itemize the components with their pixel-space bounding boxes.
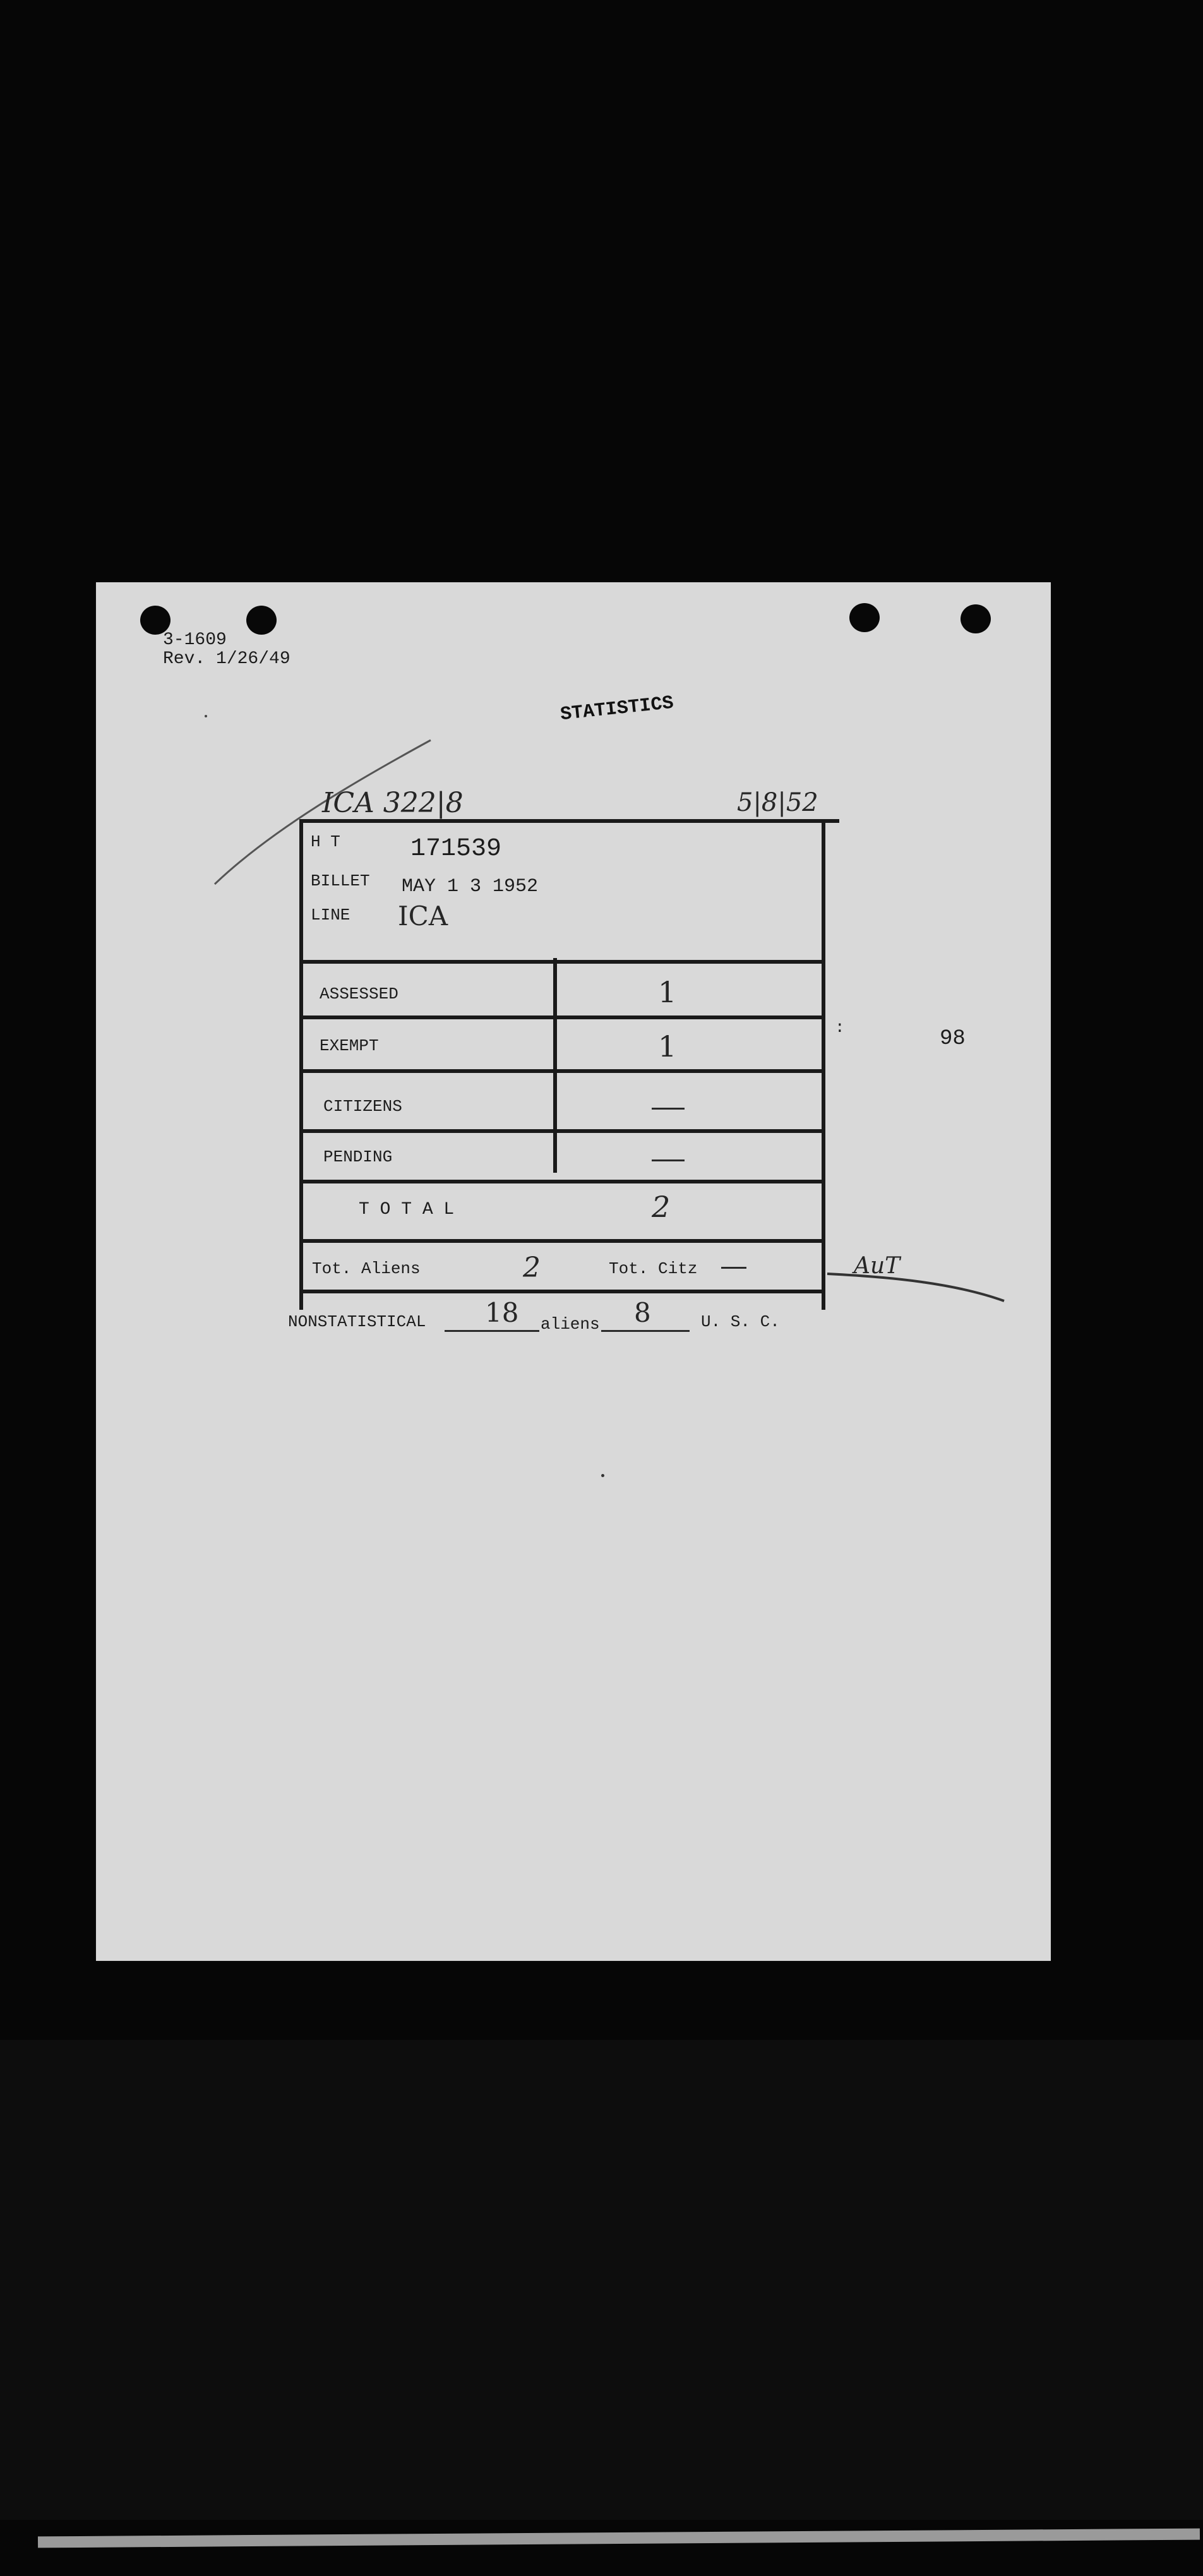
margin-number: 98 (940, 1027, 966, 1051)
total-value: 2 (652, 1190, 671, 1224)
total-citizens-label: Tot. Citz (609, 1259, 698, 1278)
statistics-stamp: STATISTICS (559, 692, 675, 726)
row-label-assessed: ASSESSED (320, 985, 398, 1003)
nonstatistical-count-underline (445, 1330, 539, 1332)
row-value-exempt: 1 (658, 1029, 677, 1063)
received-date-stamp: MAY 1 3 1952 (402, 876, 539, 897)
pencil-stroke (96, 582, 1051, 1961)
ht-number: 171539 (410, 835, 502, 863)
nonstatistical-count: 18 (485, 1297, 519, 1328)
row-line-5 (299, 1239, 825, 1243)
ht-label: H T (311, 832, 340, 851)
margin-specks: : (835, 1018, 845, 1037)
row-label-pending: PENDING (323, 1147, 393, 1166)
total-aliens-value: 2 (523, 1252, 541, 1284)
form-number: 3-1609 (163, 630, 227, 650)
reviewer-initials: AuT (854, 1253, 901, 1279)
box-top-border (299, 819, 839, 823)
row-value-pending-dash (652, 1159, 685, 1161)
nonstatistical-aliens-underline (601, 1330, 690, 1332)
handwritten-reference: ICA 322|8 (322, 787, 464, 819)
nonstatistical-aliens-value: 8 (634, 1297, 651, 1328)
row-value-assessed: 1 (658, 975, 677, 1009)
row-label-citizens: CITIZENS (323, 1097, 402, 1116)
paper-speck-2 (205, 715, 207, 717)
paper-speck-1 (601, 1474, 604, 1477)
nonstatistical-aliens-label: aliens (541, 1315, 600, 1334)
usc-label: U. S. C. (701, 1312, 780, 1331)
box-right-border (822, 819, 825, 1310)
line-label: LINE (311, 906, 350, 925)
billet-label: BILLET (311, 872, 370, 890)
row-line-3 (299, 1129, 825, 1133)
document-page (96, 582, 1051, 1961)
total-label: T O T A L (359, 1200, 455, 1219)
total-aliens-label: Tot. Aliens (312, 1259, 421, 1278)
line-value: ICA (398, 901, 448, 932)
box-bottom-border (299, 1290, 825, 1293)
row-line-4 (299, 1180, 825, 1183)
row-line-1 (299, 1015, 825, 1019)
box-left-border (299, 819, 303, 1310)
column-divider (553, 958, 557, 1173)
total-citizens-dash (721, 1267, 746, 1269)
film-band-lower (0, 2040, 1203, 2520)
row-value-citizens-dash (652, 1108, 685, 1110)
film-edge-strip (38, 2529, 1200, 2548)
row-line-0 (299, 960, 825, 964)
handwritten-date: 5|8|52 (737, 788, 818, 817)
row-label-exempt: EXEMPT (320, 1036, 379, 1055)
nonstatistical-label: NONSTATISTICAL (288, 1312, 426, 1331)
row-line-2 (299, 1069, 825, 1073)
form-revision: Rev. 1/26/49 (163, 649, 290, 669)
